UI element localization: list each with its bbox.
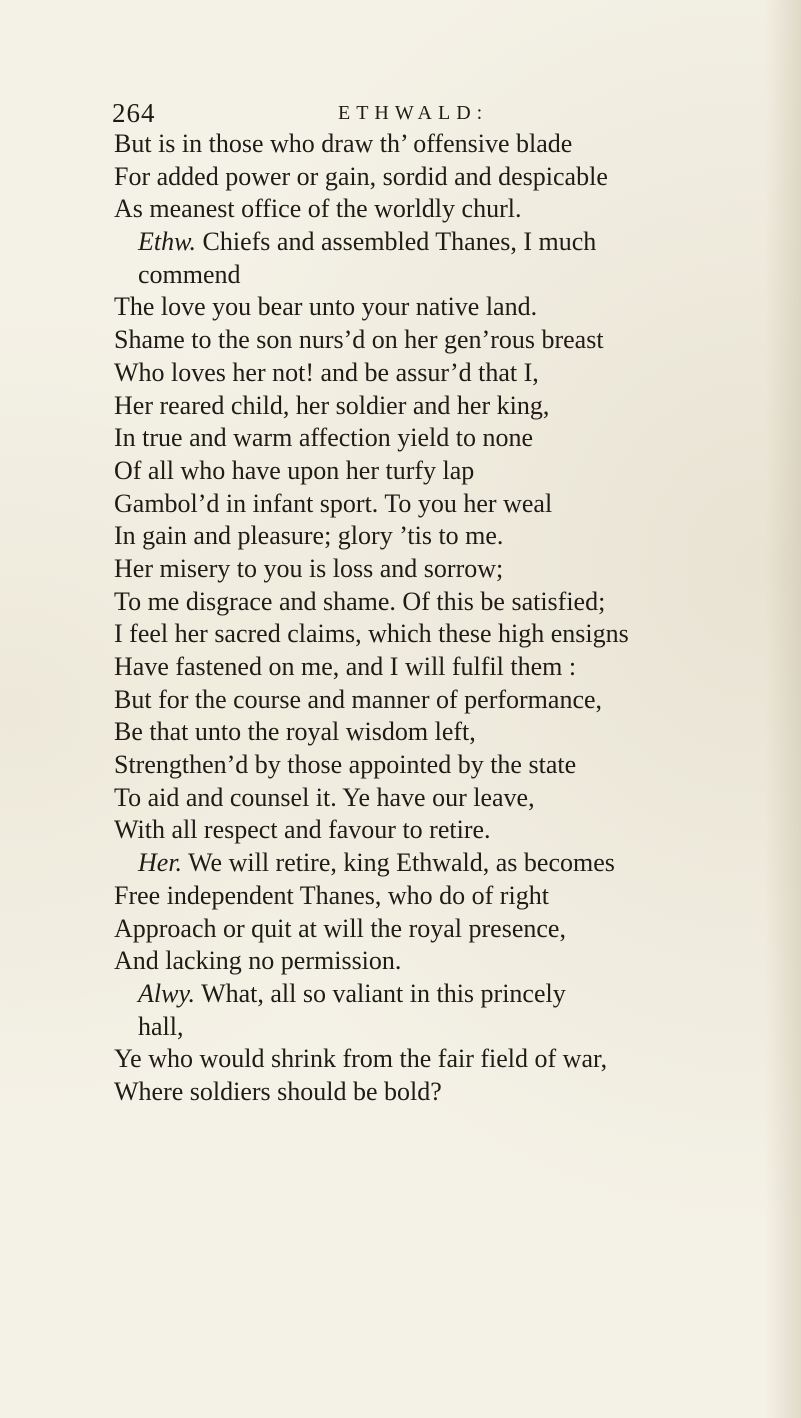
line-text: But for the course and manner of performance, (114, 684, 603, 714)
line-text: Be that unto the royal wisdom left, (114, 717, 476, 747)
line-text: Of all who have upon her turfy lap (114, 455, 475, 485)
line-text: What, all so valiant in this princely (195, 978, 566, 1008)
verse-line (114, 978, 801, 1011)
verse-line (114, 1043, 801, 1076)
verse-line (114, 324, 801, 357)
verse-line (114, 880, 801, 913)
verse-line (114, 357, 801, 390)
verse-line (114, 618, 801, 651)
verse-line (114, 716, 801, 749)
verse-line (114, 684, 801, 717)
verse-line (114, 520, 801, 553)
verse-line (114, 1076, 801, 1109)
verse-line (114, 193, 801, 226)
verse-line (114, 488, 801, 521)
line-text: commend (138, 259, 241, 289)
line-text: In gain and pleasure; glory ’tis to me. (114, 521, 504, 551)
line-text: Chiefs and assembled Thanes, I much (196, 227, 597, 257)
speaker-name: Ethw. (138, 227, 197, 257)
verse-line (114, 749, 801, 782)
verse-line (114, 945, 801, 978)
verse-line (114, 422, 801, 455)
line-text: Her reared child, her soldier and her king, (114, 390, 550, 420)
page-number: 264 (112, 98, 156, 128)
line-text: Have fastened on me, and I will fulfil them : (114, 652, 577, 681)
line-text: To me disgrace and shame. Of this be satisfied; (114, 586, 606, 616)
line-text: In true and warm affection yield to none (114, 423, 533, 453)
line-text: With all respect and favour to retire. (114, 815, 491, 845)
line-text: For added power or gain, sordid and despicable (114, 161, 608, 191)
verse-line (114, 586, 801, 619)
speaker-name: Her. (138, 848, 183, 878)
verse-line (114, 782, 801, 815)
line-text: Shame to the son nurs’d on her gen’rous breast (114, 325, 604, 355)
verse-line (114, 847, 801, 880)
line-text: But is in those who draw th’ offensive blade (114, 129, 573, 158)
verse-line (114, 913, 801, 946)
verse-line (114, 553, 801, 586)
running-head: ETHWALD: (338, 102, 489, 124)
verse-line (114, 390, 801, 423)
verse-line (114, 161, 801, 194)
verse-line (114, 259, 801, 292)
verse-line (114, 291, 801, 324)
line-text: The love you bear unto your native land. (114, 292, 538, 322)
line-text: Gambol’d in infant sport. To you her weal (114, 488, 553, 518)
line-text: As meanest office of the worldly churl. (114, 194, 522, 224)
line-text: hall, (138, 1011, 184, 1041)
line-text: Ye who would shrink from the fair field of war, (114, 1044, 608, 1074)
line-text: We will retire, king Ethwald, as becomes (182, 848, 615, 878)
verse-line (114, 128, 801, 161)
verse-line (114, 651, 801, 684)
line-text: Where soldiers should be bold? (114, 1076, 442, 1106)
verse-line (114, 1011, 801, 1044)
line-text: To aid and counsel it. Ye have our leave, (114, 782, 535, 812)
line-text: Who loves her not! and be assur’d that I, (114, 357, 539, 387)
verse-line (114, 455, 801, 488)
line-text: Her misery to you is loss and sorrow; (114, 553, 504, 583)
line-text: And lacking no permission. (114, 946, 402, 976)
verse-line (114, 814, 801, 847)
speaker-name: Alwy. (138, 978, 196, 1008)
line-text: Strengthen’d by those appointed by the state (114, 750, 577, 780)
verse-line (114, 226, 801, 259)
line-text: I feel her sacred claims, which these high ensigns (114, 619, 629, 649)
line-text: Approach or quit at will the royal presence, (114, 913, 566, 943)
verse-text (114, 128, 801, 1109)
line-text: Free independent Thanes, who do of right (114, 880, 549, 910)
